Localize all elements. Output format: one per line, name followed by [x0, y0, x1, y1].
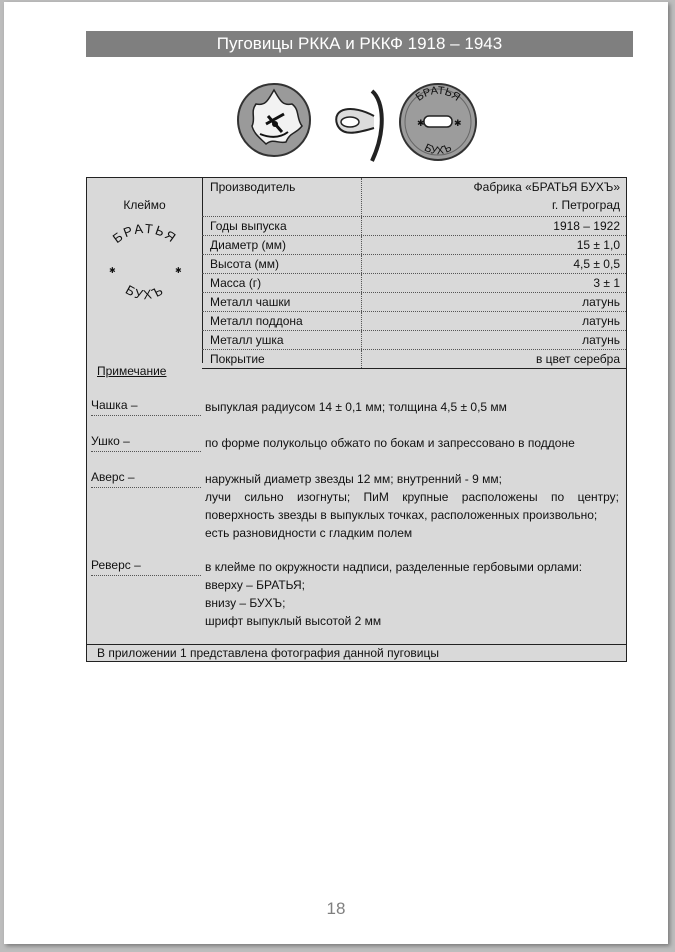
note-line: в клейме по окружности надписи, разделенные гербовыми орлами:: [205, 560, 583, 574]
note-line: внизу – БУХЪ;: [205, 596, 286, 610]
property-value: латунь: [582, 295, 620, 309]
note-line: есть разновидности с гладким полем: [205, 526, 413, 540]
svg-text:БРАТЬЯ: [110, 223, 180, 246]
note-text: [205, 470, 619, 542]
property-key: Масса (г): [202, 274, 362, 292]
property-key: Производитель: [202, 178, 362, 216]
property-row: [202, 331, 626, 350]
property-value: 3 ± 1: [593, 276, 620, 290]
property-value: латунь: [582, 314, 620, 328]
property-value: латунь: [582, 333, 620, 347]
note-text: [205, 398, 619, 416]
property-value: 4,5 ± 0,5: [573, 257, 620, 271]
property-key: Металл ушка: [202, 331, 362, 349]
property-row: [202, 217, 626, 236]
svg-text:✱: ✱: [454, 118, 462, 128]
footer-note: В приложении 1 представлена фотография данной пуговицы: [87, 644, 626, 661]
property-value: 15 ± 1,0: [576, 238, 620, 252]
property-row: [202, 293, 626, 312]
back-bottom-text: БУХЪ: [422, 141, 454, 158]
property-value: 1918 – 1922: [553, 219, 620, 233]
document-page: [4, 2, 668, 944]
stamp-top-text: БРАТЬЯ: [109, 223, 181, 247]
property-row: [202, 255, 626, 274]
notes-section: [87, 364, 626, 644]
svg-text:БУХЪ: [123, 282, 167, 302]
property-key: Металл поддона: [202, 312, 362, 330]
stamp-mark-icon: [101, 223, 189, 303]
note-text: [205, 558, 619, 630]
button-front-icon: [238, 84, 310, 156]
note-text: [205, 434, 619, 452]
note-label: Аверс –: [91, 470, 201, 488]
stamp-label: Клеймо: [123, 198, 166, 212]
property-value: [362, 178, 626, 216]
manufacturer-city: г. Петроград: [551, 198, 620, 212]
button-side-icon: [336, 91, 382, 161]
property-key: Металл чашки: [202, 293, 362, 311]
property-key: Годы выпуска: [202, 217, 362, 235]
property-value: в цвет серебра: [535, 352, 620, 366]
page-title: Пуговицы РККА и РККФ 1918 – 1943: [86, 31, 633, 57]
property-row: [202, 274, 626, 293]
note-line: лучи сильно изогнуты; ПиМ крупные расположены по центру; поверхность звезды в выпуклых точках, расположенных произвольно;: [205, 490, 619, 522]
button-back-icon: [400, 84, 476, 160]
svg-text:✱: ✱: [175, 266, 182, 275]
property-key: Покрытие: [202, 350, 362, 368]
property-row: [202, 312, 626, 331]
note-label: Ушко –: [91, 434, 201, 452]
property-row: [202, 178, 626, 217]
manufacturer-name: Фабрика «БРАТЬЯ БУХЪ»: [473, 180, 620, 194]
note-label: Чашка –: [91, 398, 201, 416]
page-number: 18: [326, 899, 346, 918]
property-key: Диаметр (мм): [202, 236, 362, 254]
note-line: выпуклая радиусом 14 ± 0,1 мм; толщина 4,5 ± 0,5 мм: [205, 400, 507, 414]
button-illustrations: [232, 76, 632, 176]
note-label: Реверс –: [91, 558, 201, 576]
info-table: [86, 177, 627, 662]
svg-text:✱: ✱: [417, 118, 425, 128]
svg-text:✱: ✱: [109, 266, 116, 275]
notes-heading: Примечание: [97, 364, 167, 378]
properties-table: [202, 178, 626, 369]
note-line: наружный диаметр звезды 12 мм; внутренний - 9 мм;: [205, 472, 502, 486]
back-top-text: БРАТЬЯ: [413, 84, 463, 104]
note-line: шрифт выпуклый высотой 2 мм: [205, 614, 382, 628]
stamp-bottom-text: БУХЪ: [123, 281, 167, 303]
note-line: по форме полукольцо обжато по бокам и запрессовано в поддоне: [205, 436, 575, 450]
stamp-cell: [87, 178, 203, 363]
note-line: вверху – БРАТЬЯ;: [205, 578, 305, 592]
property-key: Высота (мм): [202, 255, 362, 273]
property-row: [202, 236, 626, 255]
